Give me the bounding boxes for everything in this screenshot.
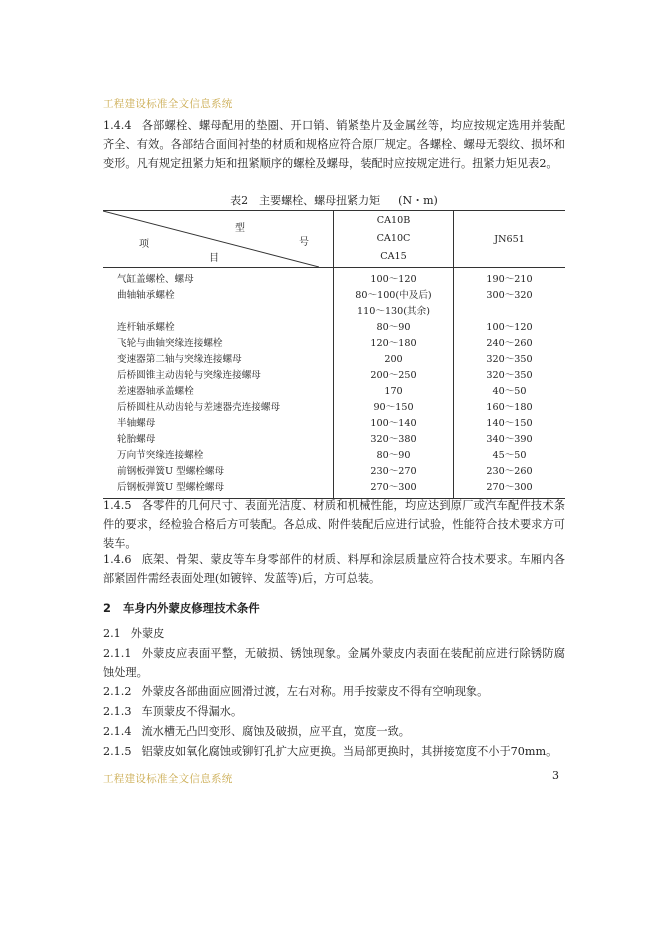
row-value-jn651: 230～260: [486, 466, 533, 477]
row-value-jn651: [454, 304, 566, 320]
model-ca15: CA15: [380, 251, 407, 262]
row-value-ca: 200: [334, 352, 454, 368]
paragraph-1-4-5: [103, 496, 565, 553]
row-value-ca: 270～300: [334, 480, 454, 499]
row-value-ca: 90～150: [334, 400, 454, 416]
row-value-ca: 200～250: [334, 368, 454, 384]
clause-text: 车顶蒙皮不得漏水。: [141, 705, 243, 718]
clause-number: 2.1.5: [103, 745, 132, 758]
header-number-label: 号: [299, 237, 309, 248]
clause-text: 各部螺栓、螺母配用的垫圈、开口销、销紧垫片及金属丝等，均应按规定选用并装配齐全、有效。各部结合面间衬垫的材质和规格应符合原厂规定。各螺栓、螺母无裂纹、损坏和变形。凡有规定扭紧力矩和扭紧顺序的螺栓及螺母，装配时应按规定进行。扭紧力矩见表2。: [103, 119, 565, 170]
header-mu-label: 目: [209, 253, 219, 264]
clause-text: 流水槽无凸凹变形、腐蚀及破损，应平直，宽度一致。: [141, 725, 410, 738]
table-row: [103, 352, 565, 368]
clause-text: 铝蒙皮如氧化腐蚀或铆钉孔扩大应更换。当局部更换时，其拼接宽度不小于70mm。: [141, 745, 558, 758]
table-row: [103, 416, 565, 432]
header-diagonal-cell: [103, 211, 334, 268]
section-number: 2: [103, 601, 111, 615]
paragraph-1-4-4: [103, 116, 565, 173]
clause-number: 1.4.6: [103, 553, 132, 566]
row-item: 半轴螺母: [117, 418, 156, 429]
row-item: 差速器轴承盖螺栓: [117, 386, 194, 397]
page-number: 3: [552, 769, 559, 782]
model-ca10b: CA10B: [376, 215, 411, 226]
row-value-ca: 320～380: [334, 432, 454, 448]
paragraph-1-4-6: [103, 550, 565, 588]
row-value-jn651: 320～350: [486, 370, 533, 381]
clause-number: 1.4.4: [103, 119, 132, 132]
row-value-jn651: 100～120: [486, 322, 533, 333]
clause-number: 1.4.5: [103, 499, 132, 512]
subsection-title: 外蒙皮: [130, 627, 165, 640]
row-value-ca: 80～90: [334, 320, 454, 336]
paragraph-2-1-2: [103, 682, 565, 701]
header-item-label: 项: [139, 239, 149, 250]
table-row: [103, 268, 565, 289]
table-title-text: 表2 主要螺栓、螺母扭紧力矩: [230, 194, 381, 207]
table-unit: (N・m): [398, 194, 438, 207]
paragraph-2-1-5: [103, 742, 565, 761]
section-title: 车身内外蒙皮修理技术条件: [122, 601, 260, 615]
row-value-ca: 110～130(其余): [334, 304, 454, 320]
header-model-ca: [334, 211, 454, 268]
row-item: 万向节突缘连接螺栓: [117, 450, 204, 461]
row-value-jn651: 40～50: [492, 386, 527, 397]
row-value-jn651: 300～320: [486, 290, 533, 301]
row-item: 后桥圆柱从动齿轮与差速器壳连接螺母: [117, 402, 281, 413]
clause-text: 外蒙皮各部曲面应圆滑过渡，左右对称。用手按蒙皮不得有空响现象。: [141, 685, 489, 698]
row-value-jn651: 140～150: [486, 418, 533, 429]
clause-number: 2.1.4: [103, 725, 132, 738]
table-row: [103, 368, 565, 384]
row-value-jn651: 320～350: [486, 354, 533, 365]
row-item: 后桥圆锥主动齿轮与突缘连接螺母: [117, 370, 261, 381]
clause-text: 外蒙皮应表面平整，无破损、锈蚀现象。金属外蒙皮内表面在装配前应进行除锈防腐蚀处理。: [103, 647, 565, 679]
table-row: [103, 448, 565, 464]
row-value-ca: 100～140: [334, 416, 454, 432]
paragraph-2-1-4: [103, 722, 565, 741]
table-row: [103, 320, 565, 336]
row-value-ca: 80～90: [334, 448, 454, 464]
row-item: [103, 304, 334, 320]
paragraph-2-1-3: [103, 702, 565, 721]
row-item: 曲轴轴承螺栓: [117, 290, 175, 301]
header-model-jn651: JN651: [454, 211, 566, 268]
section-heading-2: [103, 600, 260, 616]
row-item: 连杆轴承螺栓: [117, 322, 175, 333]
watermark-top: 工程建设标准全文信息系统: [103, 98, 233, 110]
row-value-jn651: 270～300: [454, 480, 566, 499]
model-ca10c: CA10C: [376, 233, 411, 244]
row-item: 前钢板弹簧U 型螺栓螺母: [117, 466, 225, 477]
row-value-ca: 120～180: [334, 336, 454, 352]
header-type-label: 型: [235, 223, 245, 234]
torque-table: [103, 210, 565, 499]
row-value-jn651: 340～390: [486, 434, 533, 445]
row-value-ca: 230～270: [334, 464, 454, 480]
table-row: [103, 464, 565, 480]
clause-number: 2.1.3: [103, 705, 132, 718]
row-value-ca: 100～120: [334, 268, 454, 289]
row-value-jn651: 160～180: [486, 402, 533, 413]
row-value-ca: 80～100(中及后): [334, 288, 454, 304]
table-row: [103, 400, 565, 416]
table-title: [103, 192, 565, 208]
table-row: [103, 336, 565, 352]
row-item: 轮胎螺母: [117, 434, 156, 445]
row-value-jn651: 240～260: [486, 338, 533, 349]
clause-number: 2.1.1: [103, 647, 132, 660]
row-value-ca: 170: [334, 384, 454, 400]
watermark-bottom: 工程建设标准全文信息系统: [103, 773, 233, 785]
subsection-2-1: [103, 624, 565, 643]
table-header-row: [103, 211, 565, 268]
row-item: 后钢板弹簧U 型螺栓螺母: [103, 480, 334, 499]
subsection-number: 2.1: [103, 627, 121, 640]
table-row: [103, 288, 565, 304]
clause-text: 底架、骨架、蒙皮等车身零部件的材质、料厚和涂层质量应符合技术要求。车厢内各部紧固件需经表面处理(如镀锌、发蓝等)后，方可总装。: [103, 553, 565, 585]
row-value-jn651: 45～50: [492, 450, 527, 461]
row-item: 气缸盖螺栓、螺母: [117, 274, 194, 285]
clause-text: 各零件的几何尺寸、表面光洁度、材质和机械性能，均应达到原厂或汽车配件技术条件的要求，经检验合格后方可装配。各总成、附件装配后应进行试验，性能符合技术要求方可装车。: [103, 499, 565, 550]
clause-number: 2.1.2: [103, 685, 132, 698]
row-item: 飞轮与曲轴突缘连接螺栓: [117, 338, 223, 349]
row-item: 变速器第二轴与突缘连接螺母: [117, 354, 242, 365]
paragraph-2-1-1: [103, 644, 565, 682]
row-value-jn651: 190～210: [486, 274, 533, 285]
table-row: [103, 304, 565, 320]
table-row: [103, 384, 565, 400]
table-row: [103, 432, 565, 448]
